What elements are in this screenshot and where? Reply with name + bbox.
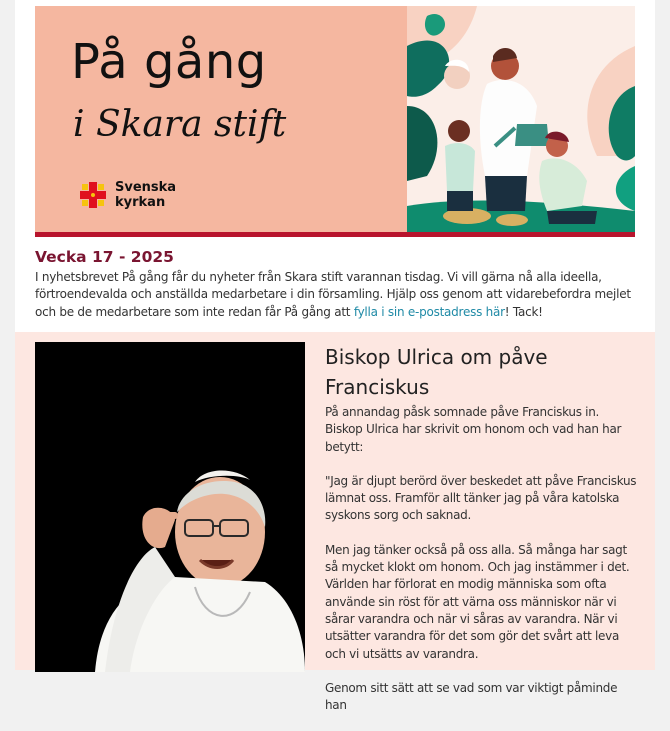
article-title: Biskop Ulrica om påve Franciskus [325, 345, 548, 399]
article-body [325, 404, 637, 731]
article-section [15, 332, 655, 713]
logo-line-2: kyrkan [115, 195, 166, 210]
newsletter-container [15, 0, 655, 713]
banner-accent-line [35, 232, 635, 237]
issue-week-heading: Vecka 17 - 2025 [35, 248, 174, 266]
header-banner [35, 6, 635, 236]
banner-subtitle: i Skara stift [73, 104, 287, 145]
signup-link[interactable]: fylla i sin e-postadress här [353, 304, 505, 319]
intro-thanks: ! Tack! [504, 304, 543, 319]
svenska-kyrkan-logo [79, 180, 176, 210]
banner-title: På gång [71, 34, 267, 90]
article-paragraph-2: "Jag är djupt berörd över beskedet att påve Franciskus lämnat oss. Framför allt tänker jag på våra katolska syskons sorg och saknad. [325, 473, 637, 523]
article-paragraph-1: På annandag påsk somnade påve Franciskus in. Biskop Ulrica har skrivit om honom och vad han har betytt: [325, 405, 622, 454]
article-paragraph-3: Men jag tänker också på oss alla. Så många har sagt så mycket klokt om honom. Och jag instämmer i det. Världen har förlorat en modig människa som ofta använde sin röst för att värna oss människor när vi sårar varandra och när vi såras av varandra. När vi utsätter varandra för det som gör det svårt att leva och vi utsätts av varandra. [325, 542, 630, 661]
intro-paragraph [35, 269, 639, 321]
pope-portrait-image [35, 342, 305, 672]
intro-text: I nyhetsbrevet På gång får du nyheter från Skara stift varannan tisdag. Vi vill gärna nå alla ideella, förtroendevalda och anställda medarbetare i din församling. Hjälp oss genom att vidarebefordra mejlet och be de medarbetare som inte redan får På gång att [35, 270, 631, 319]
church-cross-icon [79, 181, 107, 209]
gardening-illustration [407, 6, 635, 236]
logo-line-1: Svenska [115, 180, 177, 195]
article-photo [35, 342, 305, 672]
article-paragraph-4: Genom sitt sätt att se vad som var viktigt påminde han [325, 680, 618, 713]
